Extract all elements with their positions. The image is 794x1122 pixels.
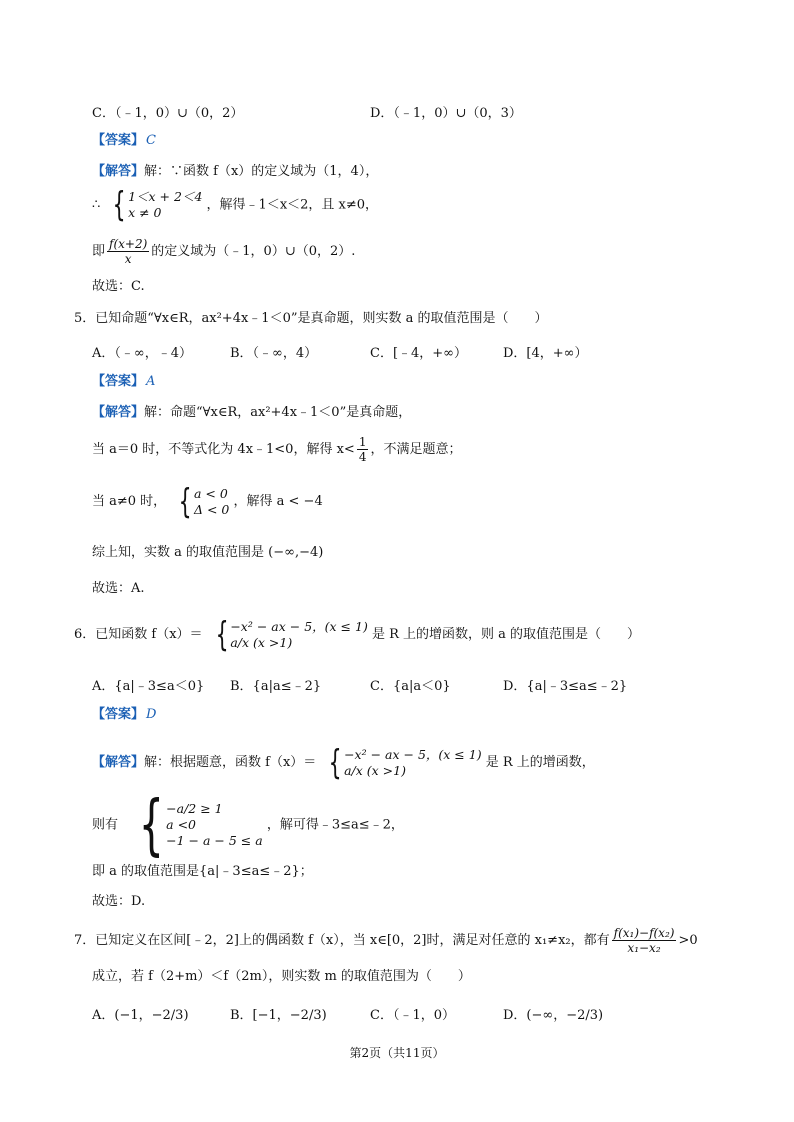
solution-text: 7．已知定义在区间[﹣2，2]上的偶函数 f（x），当 x∈[0，2]时，满足对任意的 x₁≠x₂，都有 xyxy=(74,933,610,948)
q5-solution-line-1 xyxy=(92,404,411,422)
page-number-footer: 第2页（共11页） xyxy=(349,1046,445,1060)
q7-stem-line-2: 成立，若 f（2+m）＜f（2m），则实数 m 的取值范围为（ ） xyxy=(92,969,471,984)
q4-solution-line-3 xyxy=(92,236,355,268)
answer-tag: 【答案】 xyxy=(92,374,145,389)
solution-text: >0 xyxy=(678,933,698,948)
system-row: −1 − a − 5 ≤ a xyxy=(166,833,263,848)
solution-text: ，解得﹣1＜x＜2，且 x≠0， xyxy=(206,197,379,213)
fraction-numerator: f(x₁)−f(x₂) xyxy=(613,926,675,940)
solution-tag: 【解答】 xyxy=(92,755,145,770)
q7-option-d: D．(−∞，−2/3) xyxy=(503,1008,604,1023)
piece-row: −x² − ax − 5，(x ≤ 1) xyxy=(344,746,482,762)
solution-text: 6．已知函数 f（x）＝ xyxy=(74,627,203,642)
answer-value: C xyxy=(146,133,156,148)
q4-solution-line-2 xyxy=(92,185,379,225)
solution-text: 当 a＝0 时，不等式化为 4x﹣1<0，解得 x< xyxy=(92,442,355,457)
solution-text: 当 a≠0 时， xyxy=(92,494,167,509)
therefore-symbol: ∴ xyxy=(92,197,101,213)
q6-range: 即 a 的取值范围是{a|﹣3≤a≤﹣2}； xyxy=(92,864,313,879)
q6-solution-line-1 xyxy=(92,740,595,786)
q6-answer xyxy=(92,706,156,724)
system-row: 1＜x + 2＜4 xyxy=(128,189,203,204)
q5-solution-line-2 xyxy=(92,434,461,466)
fraction-denominator: x xyxy=(124,252,132,266)
q6-option-d: D．{a|﹣3≤a≤﹣2} xyxy=(503,679,628,694)
system-row: a < 0 xyxy=(193,485,228,501)
q6-option-c: C．{a|a＜0} xyxy=(370,679,451,694)
system-row: x ≠ 0 xyxy=(128,205,162,220)
brace-icon: { xyxy=(329,742,343,783)
q5-option-b: B．（﹣∞，4） xyxy=(230,346,318,361)
inequality-system xyxy=(104,185,203,225)
q6-conclusion: 故选：D. xyxy=(92,894,146,909)
fraction xyxy=(107,237,149,266)
solution-text: 的定义域为（﹣1，0）∪（0，2）. xyxy=(151,244,356,259)
solution-text: 解：根据题意，函数 f（x）＝ xyxy=(144,755,317,770)
q4-solution-line-1 xyxy=(92,163,378,181)
q5-stem: 5．已知命题“∀x∈R，ax²+4x﹣1＜0”是真命题，则实数 a 的取值范围是（ ） xyxy=(74,311,548,326)
q7-option-c: C．（﹣1，0） xyxy=(370,1008,455,1023)
q7-option-a: A．(−1，−2/3) xyxy=(92,1008,189,1023)
solution-text: 解：命题“∀x∈R，ax²+4x﹣1＜0”是真命题， xyxy=(144,405,412,420)
solution-text: 是 R 上的增函数， xyxy=(485,755,595,770)
brace-icon: { xyxy=(113,185,127,225)
q5-answer xyxy=(92,373,155,391)
solution-text: 是 R 上的增函数，则 a 的取值范围是（ ） xyxy=(371,627,641,642)
q5-option-a: A．（﹣∞，﹣4） xyxy=(92,346,192,361)
piece-row: a/x (x >1) xyxy=(344,762,406,778)
answer-value: D xyxy=(146,707,157,722)
piece-row: a/x (x >1) xyxy=(230,634,293,650)
answer-tag: 【答案】 xyxy=(92,133,145,148)
solution-text: ，解得 a < −4 xyxy=(233,494,323,509)
q4-answer xyxy=(92,132,156,150)
inequality-system xyxy=(170,481,230,522)
q5-option-d: D．[4，+∞） xyxy=(503,346,588,361)
solution-text: 解：∵函数 f（x）的定义域为（1，4）， xyxy=(144,164,379,179)
q6-solution-line-2 xyxy=(92,786,404,863)
solution-tag: 【解答】 xyxy=(92,164,145,179)
q4-option-c: C．（﹣1，0）∪（0，2） xyxy=(92,106,244,121)
fraction-denominator: x₁−x₂ xyxy=(627,941,661,955)
system-row: Δ < 0 xyxy=(193,501,230,517)
solution-text: ，解可得﹣3≤a≤﹣2， xyxy=(266,817,404,833)
q4-option-d: D．（﹣1，0）∪（0，3） xyxy=(370,106,522,121)
piecewise-function xyxy=(207,614,368,655)
q4-conclusion: 故选：C. xyxy=(92,279,145,294)
q7-stem-line-1 xyxy=(74,924,698,958)
piece-row: −x² − ax − 5，(x ≤ 1) xyxy=(230,618,368,634)
q6-option-b: B．{a|a≤﹣2} xyxy=(230,679,322,694)
answer-value: A xyxy=(146,374,156,389)
solution-text: 则有 xyxy=(92,817,119,833)
system-row: −a/2 ≥ 1 xyxy=(166,801,223,816)
q7-option-b: B．[−1，−2/3) xyxy=(230,1008,327,1023)
brace-icon: { xyxy=(215,614,229,655)
inequality-system xyxy=(122,786,263,863)
fraction-numerator: 1 xyxy=(358,435,367,449)
solution-tag: 【解答】 xyxy=(92,405,145,420)
answer-tag: 【答案】 xyxy=(92,707,145,722)
brace-icon: { xyxy=(178,481,192,522)
solution-text: ，不满足题意； xyxy=(370,442,462,457)
brace-icon: { xyxy=(138,786,165,863)
q6-stem xyxy=(74,612,640,658)
q5-option-c: C．[﹣4，+∞） xyxy=(370,346,468,361)
q5-solution-line-3 xyxy=(92,482,323,522)
q6-option-a: A．{a|﹣3≤a＜0} xyxy=(92,679,205,694)
fraction-numerator: f(x+2) xyxy=(109,237,148,251)
system-row: a <0 xyxy=(166,817,197,832)
q5-summary: 综上知，实数 a 的取值范围是 (−∞,−4) xyxy=(92,545,324,560)
piecewise-function xyxy=(320,742,482,783)
fraction xyxy=(612,926,677,955)
q5-conclusion: 故选：A. xyxy=(92,581,145,596)
fraction-denominator: 4 xyxy=(358,450,367,464)
fraction xyxy=(357,435,369,464)
solution-text: 即 xyxy=(92,244,106,259)
